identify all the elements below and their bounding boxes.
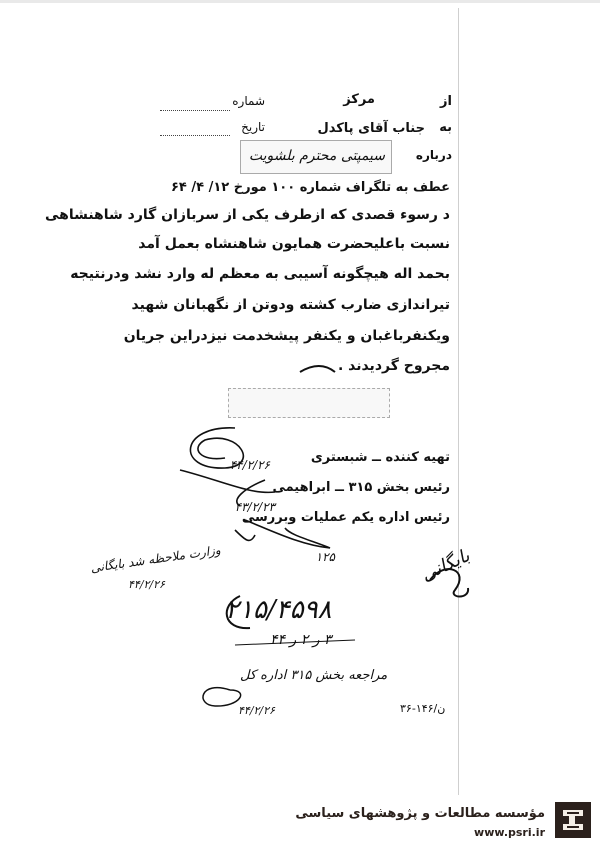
ref-number: ۱۲۵ <box>315 550 335 564</box>
file-number-bracket <box>227 596 250 628</box>
office-head-line: رئیس اداره یکم عملیات وبررسی <box>241 510 450 525</box>
margin-note-left: وزارت ملاحظه شد بایگانی <box>89 542 222 576</box>
signature-office <box>235 520 330 548</box>
body-line-1: عطف به تلگراف شماره ۱۰۰ مورخ ۱۲/ ۴/ ۶۴ <box>171 180 450 195</box>
institute-name: مؤسسه مطالعات و پژوهشهای سیاسی <box>295 806 545 821</box>
preparer-line: تهیه کننده ــ شبستری <box>310 450 450 465</box>
signature-preparer <box>190 428 243 468</box>
margin-mark-right: بایگانی <box>417 545 474 586</box>
preparer-hand: ۴۴/۲/۲۶ <box>229 458 270 472</box>
office-hand: ۴۳/۲/۲۳ <box>234 500 275 514</box>
body-line-6: ویکنفرباغبان و یکنفر پیشخدمت نیزدراین جریان <box>123 328 450 344</box>
dept-head-line: رئیس بخش ۳۱۵ ــ ابراهیمی <box>272 480 450 495</box>
to-value: جناب آقای پاکدل <box>317 121 425 136</box>
body-line-2: د رسوء قصدی که ازطرف یکی از سربازان گارد شاهنشاهی <box>44 207 450 223</box>
body-line-4: بحمد اله هیچگونه آسیبی به معظم له وارد نشد ودرنتیجه <box>70 266 450 282</box>
number-label: شماره <box>232 94 265 108</box>
to-label: به <box>439 120 452 135</box>
margin-right-scribble <box>430 569 468 596</box>
about-label: درباره <box>415 148 452 162</box>
date-label: تاریخ <box>241 120 265 134</box>
about-value: سیمپتی محترم بلشویت <box>248 148 385 164</box>
body-line-3: نسبت باعلیحضرت همایون شاهنشاه بعمل آمد <box>138 236 450 252</box>
footer <box>0 795 600 850</box>
bottom-note: مراجعه بخش ۳۱۵ اداره کل <box>240 668 388 683</box>
file-number-sub: ۳ ر ۲ ر ۴۴ <box>270 632 332 648</box>
bottom-loop <box>203 688 241 706</box>
signature-underline-body <box>300 366 335 372</box>
file-number: ۲۱۵/۴۵۹۸ <box>225 595 332 625</box>
signature-dept <box>180 470 275 506</box>
bottom-note-date: ۴۴/۲/۲۶ <box>238 704 275 717</box>
from-value: مرکز <box>343 92 375 107</box>
institute-logo-icon <box>555 802 591 838</box>
from-label: از <box>440 94 452 109</box>
body-line-7: مجروح گردیدند . <box>337 358 450 374</box>
institute-url[interactable]: www.psri.ir <box>474 826 545 839</box>
institute-logo <box>555 802 591 838</box>
body-line-5: تیراندازی ضارب کشته ودوتن از نگهبانان شهید <box>131 297 450 313</box>
file-number-underline <box>235 640 355 645</box>
margin-note-left-date: ۴۴/۲/۲۶ <box>128 578 165 591</box>
doc-code: ن/۱۴۶-۳۶ <box>400 702 446 715</box>
